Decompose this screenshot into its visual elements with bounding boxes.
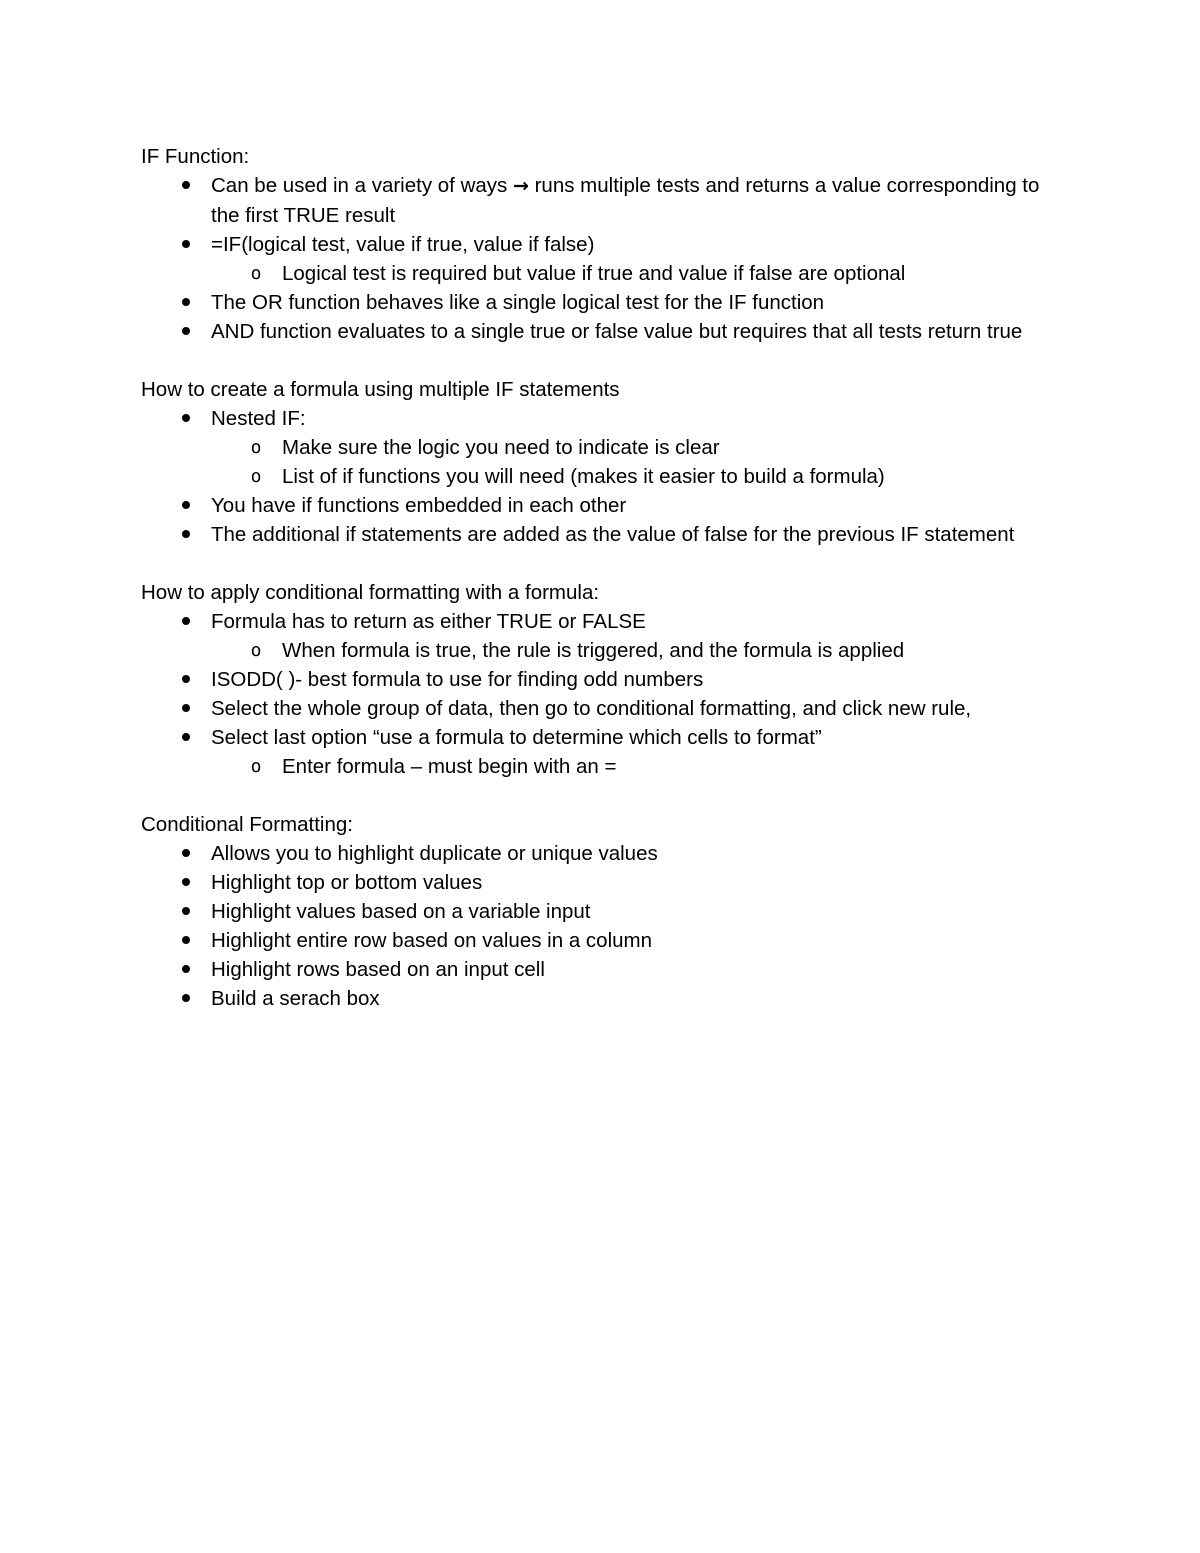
- bullet-icon: [176, 984, 196, 1013]
- bullet-icon: [176, 868, 196, 897]
- list-item-text: AND function evaluates to a single true or false value but requires that all tests return true: [211, 320, 1023, 343]
- section-heading: Conditional Formatting:: [141, 813, 353, 836]
- sub-list: [211, 636, 1071, 665]
- list-item-text: You have if functions embedded in each other: [211, 494, 627, 517]
- list-item: [141, 230, 1071, 288]
- sub-list-item-text: Enter formula – must begin with an =: [282, 755, 617, 778]
- list-item-text: The OR function behaves like a single logical test for the IF function: [211, 291, 825, 314]
- bullet-icon: [176, 288, 196, 317]
- list-item-text: Select the whole group of data, then go to conditional formatting, and click new rule,: [211, 697, 972, 720]
- list-item: [141, 665, 1071, 694]
- list-item: [141, 171, 1071, 230]
- bullet-icon: [176, 955, 196, 984]
- list-item: [141, 520, 1071, 549]
- list-item-text: Highlight entire row based on values in a column: [211, 929, 653, 952]
- list-item: [141, 288, 1071, 317]
- bullet-icon: [176, 491, 196, 520]
- list-item: [141, 317, 1071, 346]
- sub-list-item-text: When formula is true, the rule is triggered, and the formula is applied: [282, 639, 905, 662]
- sub-list-item: [211, 462, 1071, 491]
- bullet-list: [141, 171, 1071, 346]
- bullet-icon: [176, 694, 196, 723]
- section-heading: How to create a formula using multiple IF statements: [141, 378, 620, 401]
- sub-list-item-text: List of if functions you will need (makes it easier to build a formula): [282, 465, 885, 488]
- bullet-list: [141, 839, 1071, 1013]
- sub-list-item: [211, 433, 1071, 462]
- list-item: [141, 404, 1071, 491]
- bullet-list: [141, 607, 1071, 781]
- list-item: [141, 694, 1071, 723]
- list-item: [141, 897, 1071, 926]
- list-item: [141, 926, 1071, 955]
- bullet-icon: [176, 839, 196, 868]
- list-item-text: The additional if statements are added as the value of false for the previous IF statement: [211, 523, 1015, 546]
- list-item-text: Highlight top or bottom values: [211, 871, 483, 894]
- circle-bullet-icon: o: [250, 466, 262, 487]
- sub-list-item: [211, 636, 1071, 665]
- notes-content: [141, 142, 1071, 1042]
- section-multiple-if: [141, 375, 1071, 549]
- bullet-icon: [176, 897, 196, 926]
- bullet-icon: [176, 230, 196, 259]
- bullet-icon: [176, 317, 196, 346]
- list-item-text: =IF(logical test, value if true, value if false): [211, 233, 595, 256]
- section-conditional-formatting: [141, 810, 1071, 1013]
- sub-list: [211, 433, 1071, 491]
- list-item-text: Formula has to return as either TRUE or FALSE: [211, 610, 646, 633]
- bullet-icon: [176, 926, 196, 955]
- list-item-text: Highlight rows based on an input cell: [211, 958, 545, 981]
- sub-list-item-text: Logical test is required but value if true and value if false are optional: [282, 262, 906, 285]
- circle-bullet-icon: o: [250, 640, 262, 661]
- circle-bullet-icon: o: [250, 437, 262, 458]
- sub-list: [211, 752, 1071, 781]
- bullet-icon: [176, 171, 196, 200]
- section-heading: IF Function:: [141, 145, 250, 168]
- bullet-icon: [176, 607, 196, 636]
- sub-list-item: [211, 259, 1071, 288]
- sub-list-item: [211, 752, 1071, 781]
- bullet-list: [141, 404, 1071, 549]
- arrow-right-icon: →: [512, 175, 529, 197]
- sub-list: [211, 259, 1071, 288]
- section-conditional-formula: [141, 578, 1071, 781]
- section-if-function: [141, 142, 1071, 346]
- sub-list-item-text: Make sure the logic you need to indicate is clear: [282, 436, 720, 459]
- list-item: [141, 839, 1071, 868]
- circle-bullet-icon: o: [250, 263, 262, 284]
- list-item-text: Nested IF:: [211, 407, 306, 430]
- section-heading: How to apply conditional formatting with a formula:: [141, 581, 600, 604]
- list-item: [141, 984, 1071, 1013]
- list-item-text: runs multiple tests and returns a value corresponding to the first TRUE result: [211, 174, 1040, 227]
- bullet-icon: [176, 665, 196, 694]
- bullet-icon: [176, 520, 196, 549]
- list-item: [141, 607, 1071, 665]
- list-item: [141, 491, 1071, 520]
- circle-bullet-icon: o: [250, 756, 262, 777]
- list-item-text: Highlight values based on a variable input: [211, 900, 591, 923]
- list-item: [141, 868, 1071, 897]
- list-item-text: Build a serach box: [211, 987, 380, 1010]
- list-item-text: Select last option “use a formula to determine which cells to format”: [211, 726, 822, 749]
- bullet-icon: [176, 404, 196, 433]
- list-item-text: ISODD( )- best formula to use for finding odd numbers: [211, 668, 704, 691]
- list-item-text: Allows you to highlight duplicate or unique values: [211, 842, 658, 865]
- list-item: [141, 723, 1071, 781]
- bullet-icon: [176, 723, 196, 752]
- list-item-text: Can be used in a variety of ways: [211, 174, 513, 197]
- list-item: [141, 955, 1071, 984]
